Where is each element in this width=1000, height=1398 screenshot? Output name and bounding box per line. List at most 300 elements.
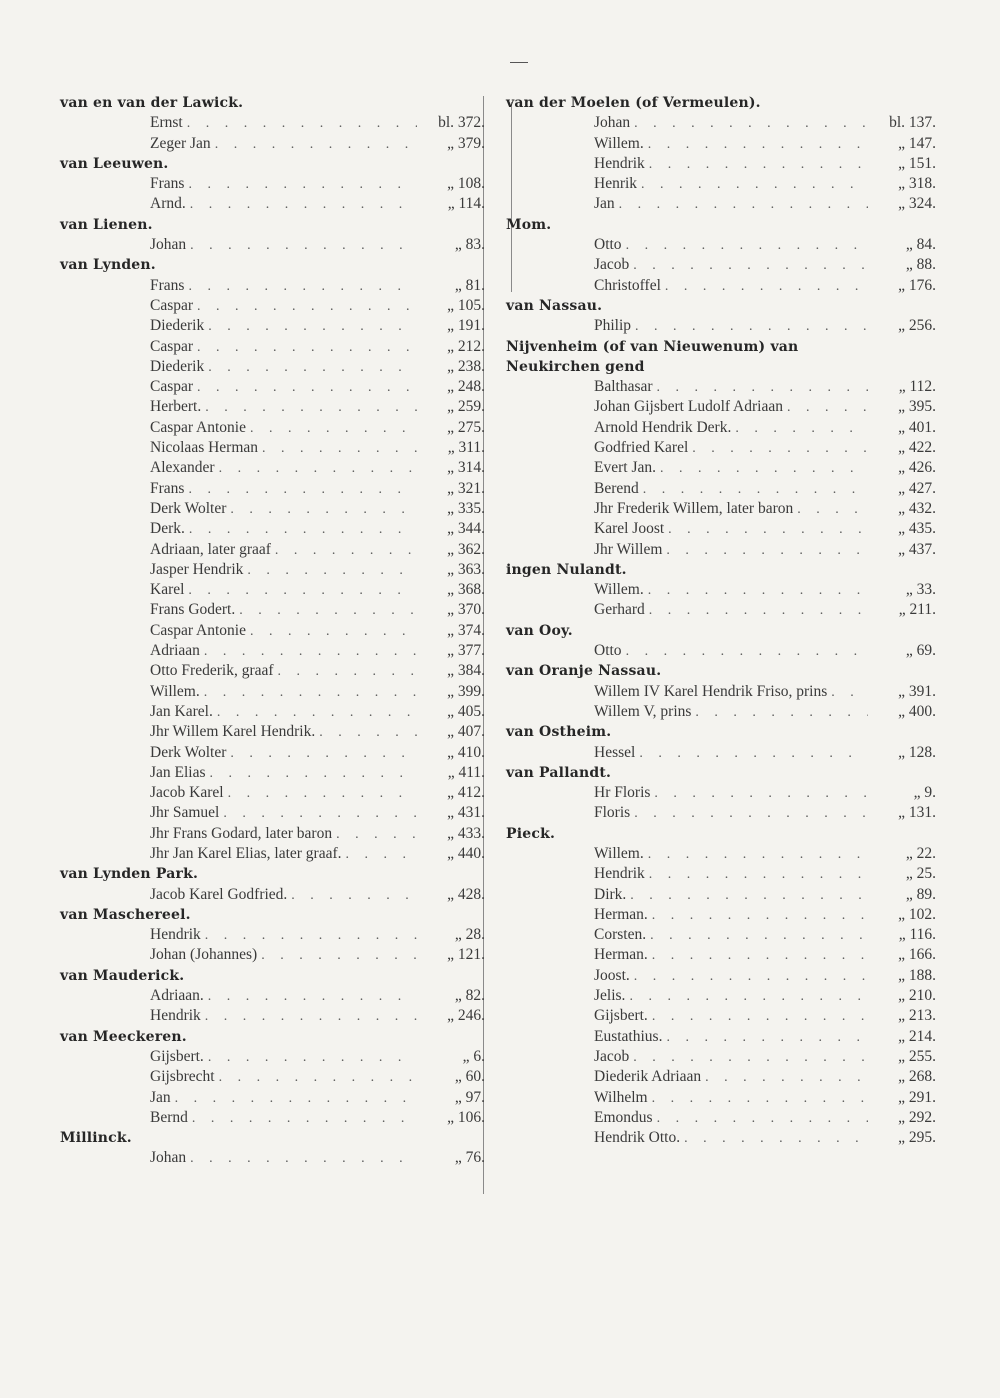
dot-leader [188,581,417,601]
dot-leader [230,500,417,520]
index-entry [506,1067,936,1087]
index-entry [506,113,936,133]
dot-leader [205,398,417,418]
page-reference: „ 431. [447,804,485,822]
index-entry [506,235,936,255]
dot-leader [219,459,417,479]
index-entry [506,1128,936,1148]
page-reference: „ 151. [898,154,936,172]
dot-leader [192,1109,417,1129]
page-reference: „ 412. [447,784,485,802]
family-name: van Nassau. [506,297,603,314]
person-name: Jan [594,195,615,213]
person-name: Hendrik Otto. [594,1129,681,1147]
page-reference: „ 435. [898,520,936,538]
dot-leader [652,906,868,926]
person-name: Evert Jan. [594,459,656,477]
person-name: Willem. [594,134,644,152]
page-reference: „ 114. [447,195,485,213]
family-section [506,763,936,824]
family-section [506,661,936,722]
index-entry [506,885,936,905]
index-entry [506,397,936,417]
index-entry [60,682,485,702]
dot-leader [208,987,417,1007]
family-name: Mom. [506,216,552,233]
dot-leader [648,845,868,865]
dot-leader [626,642,868,662]
index-entry [60,1148,485,1168]
page-reference: „ 411. [447,763,485,781]
page-reference: „ 400. [898,702,936,720]
index-entry [506,925,936,945]
page-reference: bl. 372. [438,114,485,132]
page-reference: „ 405. [447,702,485,720]
index-entry [60,641,485,661]
dot-leader [175,1089,417,1109]
page-reference: „ 176. [898,276,936,294]
page-reference: „ 9. [913,784,936,802]
index-entry [60,1067,485,1087]
page-reference: „ 81. [454,276,485,294]
page-reference: „ 368. [447,581,485,599]
person-name: Karel Joost [594,520,665,538]
person-name: Caspar [150,337,194,355]
index-entry [506,438,936,458]
person-name: Willem IV Karel Hendrik Friso, prins [594,682,828,700]
dot-leader [204,642,417,662]
dot-leader [643,480,868,500]
index-entry [60,499,485,519]
dot-leader [649,601,868,621]
page-reference: „ 105. [447,296,485,314]
index-entry [60,560,485,580]
dot-leader [633,1048,868,1068]
family-name: Pieck. [506,825,556,842]
family-section [60,154,485,215]
page-reference: „ 166. [898,946,936,964]
dot-leader [665,277,868,297]
dot-leader [204,683,417,703]
page-reference: „ 212. [447,337,485,355]
dot-leader [797,500,868,520]
page-reference: „ 370. [447,601,485,619]
person-name: Joost. [594,966,630,984]
index-entry [506,702,936,722]
person-name: Gijsbert. [594,1007,648,1025]
index-entry [60,316,485,336]
page-reference: „ 377. [447,642,485,660]
family-name: van Maschereel. [60,906,191,923]
page-reference: „ 83. [454,236,485,254]
person-name: Eustathius. [594,1027,663,1045]
index-entry [506,864,936,884]
index-entry [506,783,936,803]
page-reference: „ 82. [454,987,485,1005]
index-entry [60,743,485,763]
page-reference: „ 213. [898,1007,936,1025]
family-section [506,337,936,560]
index-entry [60,783,485,803]
page-reference: „ 268. [898,1068,936,1086]
index-entry [60,1006,485,1026]
page-reference: „ 324. [898,195,936,213]
page-reference: „ 401. [898,418,936,436]
index-entry [60,235,485,255]
index-entry [506,580,936,600]
index-entry [506,418,936,438]
person-name: Hendrik [150,1007,201,1025]
person-name: Jhr Willem Karel Hendrik. [150,723,316,741]
dot-leader [187,114,417,134]
dot-leader [831,683,868,703]
index-entry [506,905,936,925]
person-name: Gerhard [594,601,645,619]
family-section [506,722,936,763]
index-entry [506,641,936,661]
person-name: Corsten. [594,926,647,944]
dot-leader [205,1007,417,1027]
family-section [506,93,936,215]
person-name: Hendrik [150,926,201,944]
person-name: Jasper Hendrik [150,560,244,578]
page-reference: „ 22. [905,844,936,862]
page-reference: „ 116. [898,926,936,944]
dot-leader [652,946,868,966]
page-reference: „ 248. [447,378,485,396]
person-name: Diederik [150,317,205,335]
person-name: Hr Floris [594,784,651,802]
person-name: Arnold Hendrik Derk. [594,418,732,436]
page-reference: „ 131. [898,804,936,822]
person-name: Johan (Johannes) [150,946,258,964]
person-name: Berend [594,479,639,497]
index-entry [60,540,485,560]
index-entry [506,1006,936,1026]
family-section [60,905,485,966]
person-name: Jhr Frederik Willem, later baron [594,499,794,517]
index-entry [60,803,485,823]
family-section [60,215,485,256]
person-name: Henrik [594,175,638,193]
index-entry [506,499,936,519]
person-name: Diederik [150,357,205,375]
index-entry [60,438,485,458]
person-name: Frans [150,276,185,294]
dot-leader [787,398,868,418]
index-entry [60,763,485,783]
dot-leader [217,703,417,723]
family-name: van Ostheim. [506,724,612,741]
family-name: van Leeuwen. [60,155,169,172]
index-entry [60,1088,485,1108]
page-reference: „ 407. [447,723,485,741]
page-reference: „ 28. [454,926,485,944]
index-entry [506,945,936,965]
index-entry [506,276,936,296]
index-column-right [506,93,936,1148]
page-reference: „ 69. [905,642,936,660]
index-entry [506,1108,936,1128]
person-name: Jhr Willem [594,540,663,558]
family-section [60,93,485,154]
family-name: van Lynden Park. [60,866,199,883]
person-name: Jacob [594,256,630,274]
page-reference: „ 275. [447,418,485,436]
dot-leader [619,195,868,215]
index-entry [506,600,936,620]
page-reference: „ 147. [898,134,936,152]
index-entry [60,357,485,377]
index-entry [506,1047,936,1067]
index-entry [506,844,936,864]
dot-leader [648,581,868,601]
index-entry [60,945,485,965]
family-name: Nijvenheim (of van Nieuwenum) van Neukirchen gend [506,338,799,375]
page-reference: „ 374. [447,621,485,639]
family-name: ingen Nulandt. [506,561,627,578]
page-reference: „ 292. [898,1108,936,1126]
dot-leader [205,926,417,946]
person-name: Zeger Jan [150,134,211,152]
dot-leader [684,1129,868,1149]
index-entry [60,702,485,722]
page-reference: „ 97. [454,1088,485,1106]
page-reference: „ 246. [447,1007,485,1025]
page-reference: „ 384. [447,662,485,680]
index-entry [60,986,485,1006]
person-name: Gijsbert. [150,1047,204,1065]
person-name: Otto Frederik, graaf [150,662,274,680]
person-name: Johan [150,1149,187,1167]
dot-leader [197,378,417,398]
dot-leader [634,804,868,824]
person-name: Frans [150,479,185,497]
index-entry [506,377,936,397]
dot-leader [634,967,868,987]
page-reference: „ 427. [898,479,936,497]
dot-leader [250,419,417,439]
person-name: Jan Elias [150,763,206,781]
dot-leader [219,1068,417,1088]
page-reference: „ 191. [447,317,485,335]
family-name: van Oranje Nassau. [506,663,662,680]
family-name: van der Moelen (of Vermeulen). [506,95,761,111]
page-reference: „ 188. [898,966,936,984]
dot-leader [695,703,868,723]
dot-leader [319,723,417,743]
family-name: van en van der Lawick. [60,95,244,111]
person-name: Derk. [150,520,185,538]
page-reference: „ 422. [898,439,936,457]
index-entry [506,1027,936,1047]
dot-leader [649,155,868,175]
person-name: Wilhelm [594,1088,648,1106]
dot-leader [654,784,868,804]
index-entry [60,134,485,154]
dot-leader [336,825,417,845]
person-name: Jan [150,1088,171,1106]
person-name: Jacob [594,1047,630,1065]
person-name: Philip [594,317,632,335]
index-entry [60,580,485,600]
index-entry [60,600,485,620]
dot-leader [223,804,417,824]
person-name: Caspar [150,296,194,314]
index-entry [506,154,936,174]
page-reference: „ 410. [447,743,485,761]
page-reference: „ 238. [447,357,485,375]
index-entry [60,458,485,478]
person-name: Herman. [594,905,648,923]
person-name: Hendrik [594,865,645,883]
page-reference: „ 321. [447,479,485,497]
dot-leader [190,1149,417,1169]
index-entry [60,113,485,133]
page-mark [510,62,528,63]
dot-leader [215,135,417,155]
index-entry [60,1047,485,1067]
page-reference: „ 391. [898,682,936,700]
page-reference: „ 363. [447,560,485,578]
dot-leader [668,520,868,540]
index-column-left [60,93,485,1169]
person-name: Jacob Karel [150,784,224,802]
family-section [506,621,936,662]
index-entry [506,540,936,560]
page-reference: „ 432. [898,499,936,517]
family-section [60,966,485,1027]
person-name: Herman. [594,946,648,964]
index-entry [60,661,485,681]
page-reference: „ 362. [447,540,485,558]
page-reference: „ 426. [898,459,936,477]
index-entry [60,844,485,864]
index-entry [60,418,485,438]
dot-leader [197,338,417,358]
dot-leader [190,195,417,215]
dot-leader [346,845,417,865]
person-name: Adriaan. [150,987,204,1005]
page-reference: „ 256. [898,317,936,335]
person-name: Willem. [594,581,644,599]
index-entry [506,255,936,275]
dot-leader [648,135,868,155]
index-entry [506,174,936,194]
index-entry [506,743,936,763]
person-name: Johan Gijsbert Ludolf Adriaan [594,398,783,416]
person-name: Floris [594,804,631,822]
family-section [506,296,936,337]
person-name: Diederik Adriaan [594,1068,702,1086]
person-name: Willem. [150,682,200,700]
index-entry [60,337,485,357]
index-entry [60,925,485,945]
index-entry [506,1088,936,1108]
dot-leader [291,886,417,906]
person-name: Ernst [150,114,183,132]
dot-leader [652,1089,868,1109]
index-entry [60,479,485,499]
dot-leader [705,1068,868,1088]
person-name: Jacob Karel Godfried. [150,885,288,903]
dot-leader [660,459,868,479]
dot-leader [657,1109,868,1129]
page-reference: „ 255. [898,1047,936,1065]
family-name: van Mauderick. [60,967,185,984]
index-entry [506,194,936,214]
person-name: Willem. [594,844,644,862]
page-reference: „ 6. [462,1047,485,1065]
page-reference: „ 88. [905,256,936,274]
page-reference: „ 318. [898,175,936,193]
page-reference: „ 399. [447,682,485,700]
person-name: Caspar Antonie [150,418,246,436]
person-name: Adriaan [150,642,200,660]
page-reference: „ 344. [447,520,485,538]
page-reference: „ 60. [454,1068,485,1086]
page-reference: „ 335. [447,499,485,517]
person-name: Bernd [150,1108,188,1126]
dot-leader [633,256,868,276]
dot-leader [735,419,868,439]
dot-leader [190,236,417,256]
page-reference: „ 25. [905,865,936,883]
dot-leader [188,175,417,195]
person-name: Caspar Antonie [150,621,246,639]
family-section [60,255,485,864]
index-entry [60,276,485,296]
page-reference: „ 440. [447,844,485,862]
index-entry [506,519,936,539]
dot-leader [275,541,417,561]
dot-leader [230,744,417,764]
person-name: Johan [150,236,187,254]
page-reference: „ 102. [898,905,936,923]
person-name: Hessel [594,743,636,761]
person-name: Balthasar [594,378,653,396]
dot-leader [189,520,417,540]
dot-leader [634,114,868,134]
person-name: Karel [150,581,185,599]
person-name: Derk Wolter [150,743,227,761]
page-reference: „ 395. [898,398,936,416]
person-name: Gijsbrecht [150,1068,215,1086]
person-name: Frans Godert. [150,601,236,619]
dot-leader [649,865,868,885]
index-entry [506,682,936,702]
page-reference: „ 428. [447,885,485,903]
index-entry [60,621,485,641]
page-reference: „ 211. [898,601,936,619]
dot-leader [666,541,868,561]
index-entry [506,458,936,478]
page-reference: „ 379. [447,134,485,152]
dot-leader [239,601,417,621]
page-reference: „ 112. [898,378,936,396]
person-name: Willem V, prins [594,702,692,720]
page-reference: „ 259. [447,398,485,416]
page-reference: „ 108. [447,175,485,193]
page-reference: „ 210. [898,987,936,1005]
dot-leader [641,175,868,195]
dot-leader [626,236,868,256]
person-name: Derk Wolter [150,499,227,517]
index-entry [506,986,936,1006]
person-name: Otto [594,642,622,660]
person-name: Caspar [150,378,194,396]
person-name: Dirk. [594,885,627,903]
